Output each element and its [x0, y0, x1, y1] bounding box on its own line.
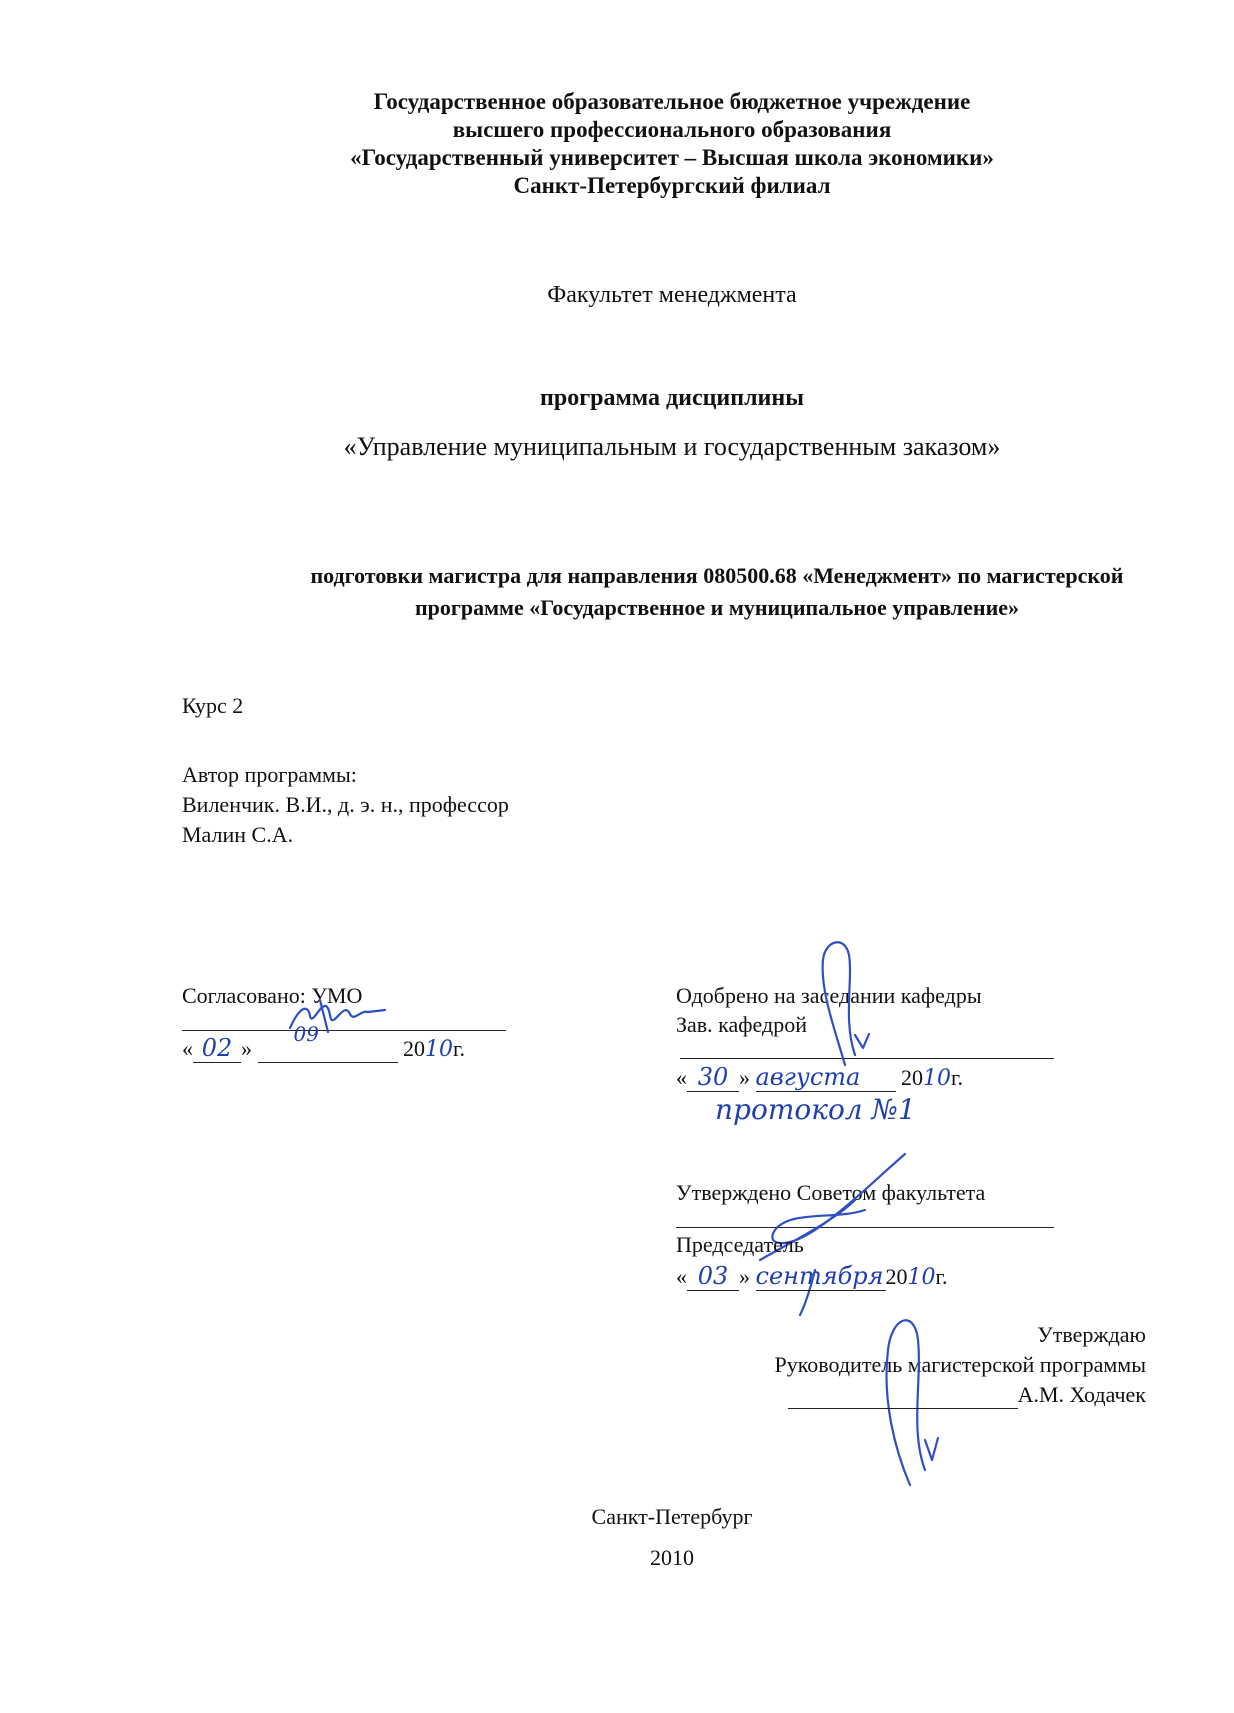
program-head-signature-line: [788, 1382, 1018, 1409]
council-year-suffix: г.: [935, 1264, 948, 1289]
council-open-quote: «: [676, 1264, 687, 1289]
approve-label: Утверждаю: [1037, 1322, 1146, 1347]
course-number: Курс 2: [182, 693, 244, 718]
program-label: программа дисциплины: [540, 385, 804, 411]
faculty-name: Факультет менеджмента: [547, 282, 797, 308]
agreed-year-suffix: г.: [453, 1036, 466, 1061]
council-day-blank: [687, 1262, 739, 1291]
footer-city: Санкт-Петербург: [591, 1504, 753, 1529]
council-close-quote: »: [739, 1264, 750, 1289]
authors-label: Автор программы:: [182, 762, 357, 787]
agreed-month-blank: [258, 1022, 398, 1063]
institution-line-2: высшего профессионального образования: [452, 117, 892, 142]
institution-line-1: Государственное образовательное бюджетное учреждение: [373, 89, 971, 114]
council-year-hand: 10: [907, 1265, 936, 1290]
program-head-signoff: [788, 1382, 1146, 1409]
agreed-year-prefix: 20: [403, 1036, 425, 1061]
author-1: Виленчик. В.И., д. э. н., профессор: [182, 792, 509, 817]
dept-protocol: протокол №1: [715, 1093, 916, 1126]
agreed-close-quote: »: [241, 1036, 252, 1061]
institution-header: [55, 88, 1234, 200]
agreed-day: 02: [201, 1034, 233, 1062]
agreed-month: 09: [293, 1022, 319, 1046]
council-day: 03: [697, 1262, 729, 1290]
council-date: [676, 1262, 948, 1291]
dept-open-quote: «: [676, 1065, 687, 1090]
dept-year-prefix: 20: [901, 1065, 923, 1090]
dept-head-label: Зав. кафедрой: [676, 1012, 807, 1037]
council-month-blank: [756, 1262, 886, 1291]
agreed-open-quote: «: [182, 1036, 193, 1061]
author-2: Малин С.А.: [182, 822, 294, 847]
agreed-label: Согласовано: УМО: [182, 983, 363, 1008]
council-month: сентября: [755, 1262, 884, 1290]
dept-date: [676, 1063, 963, 1092]
authors-block: [182, 760, 509, 850]
agreed-year-hand: 10: [425, 1037, 453, 1062]
preparation-line-2: программе «Государственное и муниципальное управление»: [414, 595, 1020, 620]
council-year-prefix: 20: [885, 1264, 908, 1289]
dept-year-suffix: г.: [951, 1065, 964, 1090]
dept-month-blank: [756, 1063, 896, 1092]
dept-month: августа: [755, 1063, 861, 1091]
council-approved-label: Утверждено Советом факультета: [676, 1180, 986, 1205]
dept-year-hand: 10: [923, 1066, 951, 1091]
preparation-block: [100, 560, 1234, 624]
agreed-date: [182, 1022, 466, 1063]
dept-approved-label: Одобрено на заседании кафедры: [676, 983, 982, 1008]
program-head-title: Руководитель магистерской программы: [774, 1352, 1146, 1377]
program-title: «Управление муниципальным и государственным заказом»: [343, 432, 1001, 461]
preparation-line-1: подготовки магистра для направления 080500.68 «Менеджмент» по магистерской: [310, 563, 1124, 588]
dept-day-blank: [687, 1063, 739, 1092]
institution-line-4: Санкт-Петербургский филиал: [513, 173, 831, 198]
dept-close-quote: »: [739, 1065, 750, 1090]
dept-day: 30: [697, 1063, 729, 1091]
agreed-day-blank: [193, 1034, 241, 1063]
institution-line-3: «Государственный университет – Высшая школа экономики»: [350, 145, 994, 170]
dept-head-signature: [815, 930, 875, 1070]
program-head-name: А.М. Ходачек: [1017, 1382, 1146, 1407]
footer-year: 2010: [650, 1545, 694, 1570]
council-chair-label: Председатель: [676, 1232, 804, 1257]
